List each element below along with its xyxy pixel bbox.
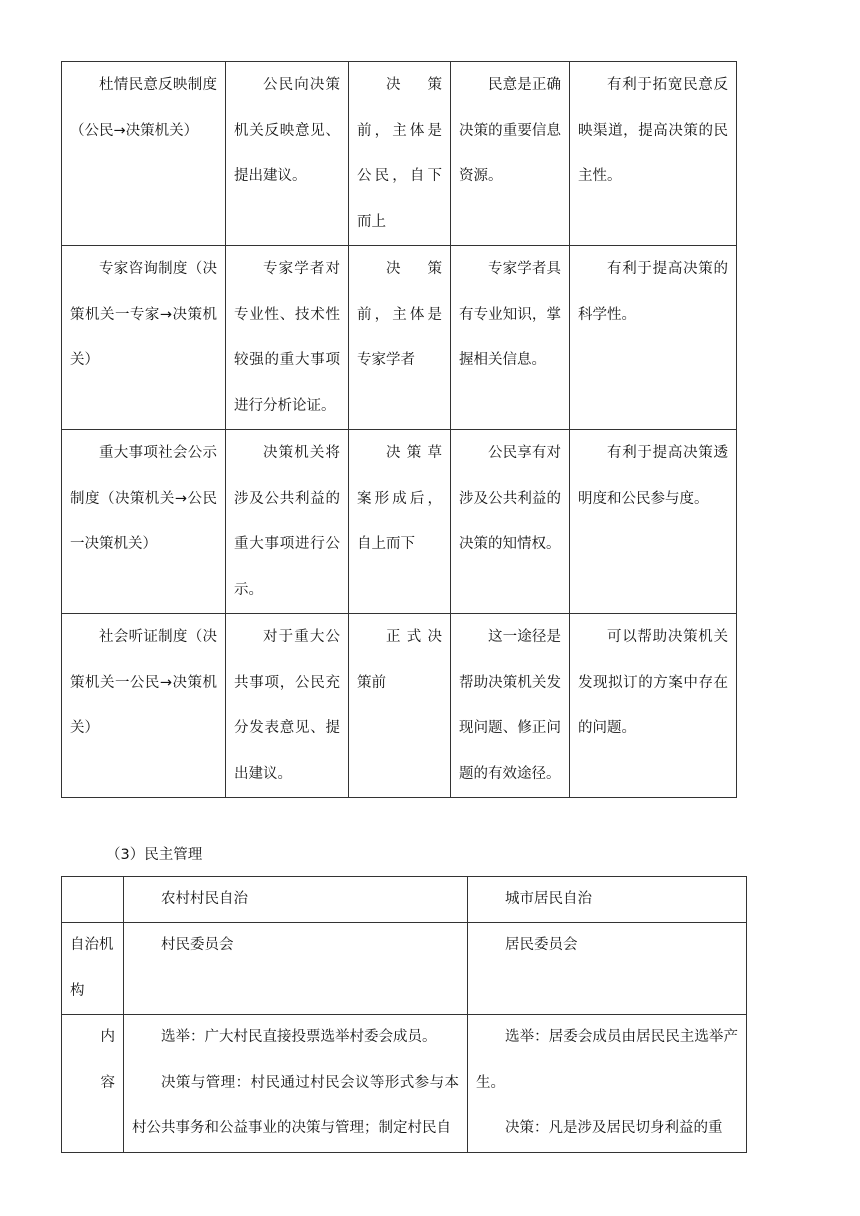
row-label-content [62, 1015, 124, 1153]
rural-election-text: 选举：广大村民直接投票选举村委会成员。 [161, 1029, 437, 1045]
table-cell: 决策草案形成后，自上而下 [349, 430, 451, 614]
table-cell: 专家学者对专业性、技术性较强的重大事项进行分析论证。 [226, 246, 349, 430]
row-label-part: 内 [100, 1029, 115, 1045]
table-row [62, 614, 737, 798]
table-row [62, 1015, 747, 1153]
section-heading: （3）民主管理 [106, 847, 203, 863]
header-cell-urban: 城市居民自治 [468, 877, 747, 923]
table-row [62, 430, 737, 614]
table-cell: 公民享有对涉及公共利益的决策的知情权。 [451, 430, 570, 614]
table-cell: 有利于提高决策的科学性。 [570, 246, 737, 430]
urban-content-cell [468, 1015, 747, 1153]
table-cell: 这一途径是帮助决策机关发现问题、修正问题的有效途径。 [451, 614, 570, 798]
urban-decision-text: 决策：凡是涉及居民切身利益的重 [505, 1120, 723, 1136]
table-row [62, 246, 737, 430]
table-cell: 民意是正确决策的重要信息资源。 [451, 62, 570, 246]
table-cell: 杜情民意反映制度（公民→决策机关） [62, 62, 226, 246]
header-cell-blank [62, 877, 124, 923]
table-cell: 公民向决策机关反映意见、提出建议。 [226, 62, 349, 246]
urban-election-text: 选举：居委会成员由居民民主选举产生。 [476, 1029, 738, 1091]
row-label-org: 自治机构 [62, 923, 124, 1015]
table-cell: 对于重大公共事项，公民充分发表意见、提出建议。 [226, 614, 349, 798]
table-cell: 有利于提高决策透明度和公民参与度。 [570, 430, 737, 614]
table-cell: 专家咨询制度（决策机关一专家→决策机关） [62, 246, 226, 430]
table-cell: 决策前，主体是专家学者 [349, 246, 451, 430]
democratic-management-table [61, 876, 747, 1153]
table-cell: 社会听证制度（决策机关一公民→决策机关） [62, 614, 226, 798]
table-cell: 可以帮助决策机关发现拟订的方案中存在的问题。 [570, 614, 737, 798]
table-cell: 重大事项社会公示制度（决策机关→公民一决策机关） [62, 430, 226, 614]
rural-content-cell [124, 1015, 468, 1153]
table-header-row [62, 877, 747, 923]
row-label-part: 容 [100, 1074, 115, 1091]
rural-decision-text: 决策与管理：村民通过村民会议等形式参与本村公共事务和公益事业的决策与管理；制定村民自 [132, 1074, 459, 1136]
table-cell: 决策前，主体是公民，自下而上 [349, 62, 451, 246]
table-cell: 决策机关将涉及公共利益的重大事项进行公示。 [226, 430, 349, 614]
rural-org-cell: 村民委员会 [124, 923, 468, 1015]
header-cell-rural: 农村村民自治 [124, 877, 468, 923]
decision-systems-table [61, 61, 737, 798]
table-cell: 有利于拓宽民意反映渠道，提高决策的民主性。 [570, 62, 737, 246]
table-row [62, 62, 737, 246]
urban-org-cell: 居民委员会 [468, 923, 747, 1015]
table-cell: 专家学者具有专业知识，掌握相关信息。 [451, 246, 570, 430]
table-row [62, 923, 747, 1015]
table-cell: 正式决策前 [349, 614, 451, 798]
